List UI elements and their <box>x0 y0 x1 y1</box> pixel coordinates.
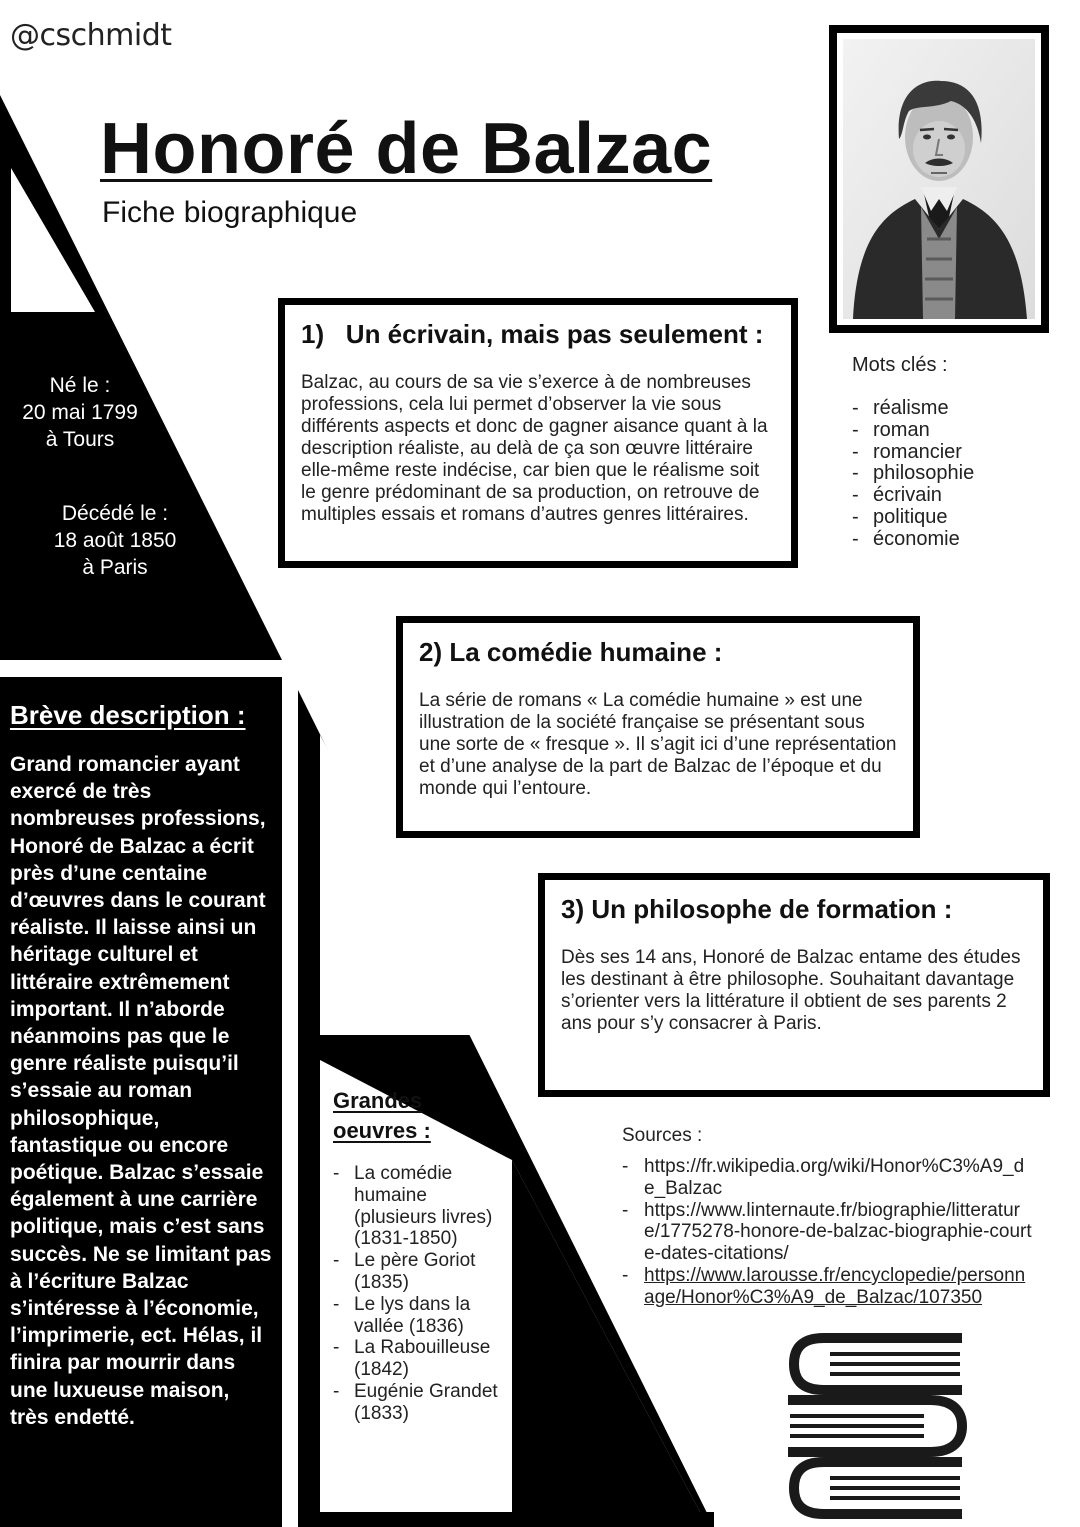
keyword-item: - romancier <box>852 442 974 464</box>
keyword-item: - politique <box>852 507 974 529</box>
death-info <box>40 500 190 581</box>
source-item: - https://www.larousse.fr/encyclopedie/personnage/Honor%C3%A9_de_Balzac/107350 <box>622 1265 1032 1309</box>
keyword-item: - roman <box>852 420 974 442</box>
page-title: Honoré de Balzac <box>100 109 713 189</box>
works-triangle-base <box>298 1512 714 1527</box>
section-3-box <box>538 873 1050 1097</box>
source-link[interactable]: https://www.larousse.fr/encyclopedie/personnage/Honor%C3%A9_de_Balzac/107350 <box>644 1264 1026 1308</box>
section-3-text: Dès ses 14 ans, Honoré de Balzac entame des études les destinant à être philosophe. Souhaitant davantage s’orienter vers la littérature il obtient de ses parents 2 ans pour s’y consacrer à Paris. <box>561 947 1021 1034</box>
section-1-box <box>278 298 798 568</box>
portrait-frame <box>829 25 1049 333</box>
source-url: https://www.linternaute.fr/biographie/litterature/1775278-honore-de-balzac-biographie-courte-dates-citations/ <box>644 1199 1032 1265</box>
work-item-text: La Rabouilleuse (1842) <box>354 1337 491 1381</box>
death-label: Décédé le : <box>61 502 169 525</box>
source-url: https://fr.wikipedia.org/wiki/Honor%C3%A9_de_Balzac <box>644 1156 1025 1199</box>
work-item: - Le lys dans la vallée (1836) <box>333 1294 503 1338</box>
keywords-list <box>852 398 974 551</box>
death-date: 18 août 1850 <box>53 529 177 552</box>
work-item: - La comédie humaine (plusieurs livres) (1831-1850) <box>333 1163 503 1250</box>
portrait-photo <box>843 39 1035 319</box>
birth-label: Né le : <box>49 374 111 397</box>
section-2-box <box>396 616 920 838</box>
works-title-text: Grandes oeuvres : <box>333 1088 431 1143</box>
work-item-text: La comédie humaine (plusieurs livres) (1831-1850) <box>354 1163 493 1250</box>
brief-description-title: Brève description : <box>10 700 246 730</box>
sources-list <box>622 1156 1032 1309</box>
birth-place: à Tours <box>45 428 115 451</box>
section-2-text: La série de romans « La comédie humaine » est une illustration de la société française se présentant sous une sorte de « fresque ». Il s’agit ici d’une représentation et d’une analyse de la part de Balzac de l’époque et du monde qui l’entoure. <box>419 690 897 799</box>
author-handle: @cschmidt <box>10 18 172 53</box>
source-item: - https://www.linternaute.fr/biographie/litterature/1775278-honore-de-balzac-biographie-courte-dates-citations/ <box>622 1199 1032 1265</box>
work-item: - La Rabouilleuse (1842) <box>333 1337 503 1381</box>
section-1-text: Balzac, au cours de sa vie s’exerce à de nombreuses professions, cela lui permet d’observer la vie sous différents aspects et donc de gagner aisance quant à la description réaliste, au delà de ça son œuvre littéraire elle-même reste indécise, car bien que le réalisme soit le genre prédominant de sa production, on retrouve de multiples essais et romans d’autres genres littéraires. <box>301 372 768 525</box>
birth-info <box>10 372 150 453</box>
work-item: - Eugénie Grandet (1833) <box>333 1381 503 1425</box>
works-title <box>333 1086 473 1146</box>
source-item: - https://fr.wikipedia.org/wiki/Honor%C3%A9_de_Balzac <box>622 1156 1032 1200</box>
keywords-title: Mots clés : <box>852 354 948 376</box>
page-subtitle: Fiche biographique <box>102 196 358 229</box>
sources-title: Sources : <box>622 1125 703 1146</box>
work-item: - Le père Goriot (1835) <box>333 1250 503 1294</box>
work-item-text: Le père Goriot (1835) <box>354 1250 476 1293</box>
section-1-title: 1) Un écrivain, mais pas seulement : <box>301 319 764 349</box>
books-stack-icon <box>772 1330 982 1520</box>
work-item-text: Eugénie Grandet (1833) <box>354 1380 498 1424</box>
brief-description-text: Grand romancier ayant exercé de très nombreuses professions, Honoré de Balzac a écrit près d’une centaine d’œuvres dans le courant réaliste. Il laisse ainsi un héritage culturel et littéraire extrêmement important. Il n’aborde néanmoins pas que le genre réaliste puisqu’il s’essaie au roman philosophique, fantastique ou encore poétique. Balzac s’essaie également à une carrière politique, mais c’est sans succès. Ne se limitant pas à l’écriture Balzac s’intéresse à l’économie, l’imprimerie, ect. Hélas, il finira par mourrir dans une luxueuse maison, très endetté. <box>10 753 272 1429</box>
birth-date: 20 mai 1799 <box>22 401 138 424</box>
section-2-title: 2) La comédie humaine : <box>419 637 723 667</box>
work-item-text: Le lys dans la vallée (1836) <box>354 1293 471 1337</box>
keyword-item: - économie <box>852 529 974 551</box>
works-list <box>333 1163 503 1425</box>
keyword-item: - réalisme <box>852 398 974 420</box>
section-3-title: 3) Un philosophe de formation : <box>561 894 953 924</box>
keyword-item: - philosophie <box>852 463 974 485</box>
death-place: à Paris <box>82 556 148 579</box>
keyword-item: - écrivain <box>852 485 974 507</box>
